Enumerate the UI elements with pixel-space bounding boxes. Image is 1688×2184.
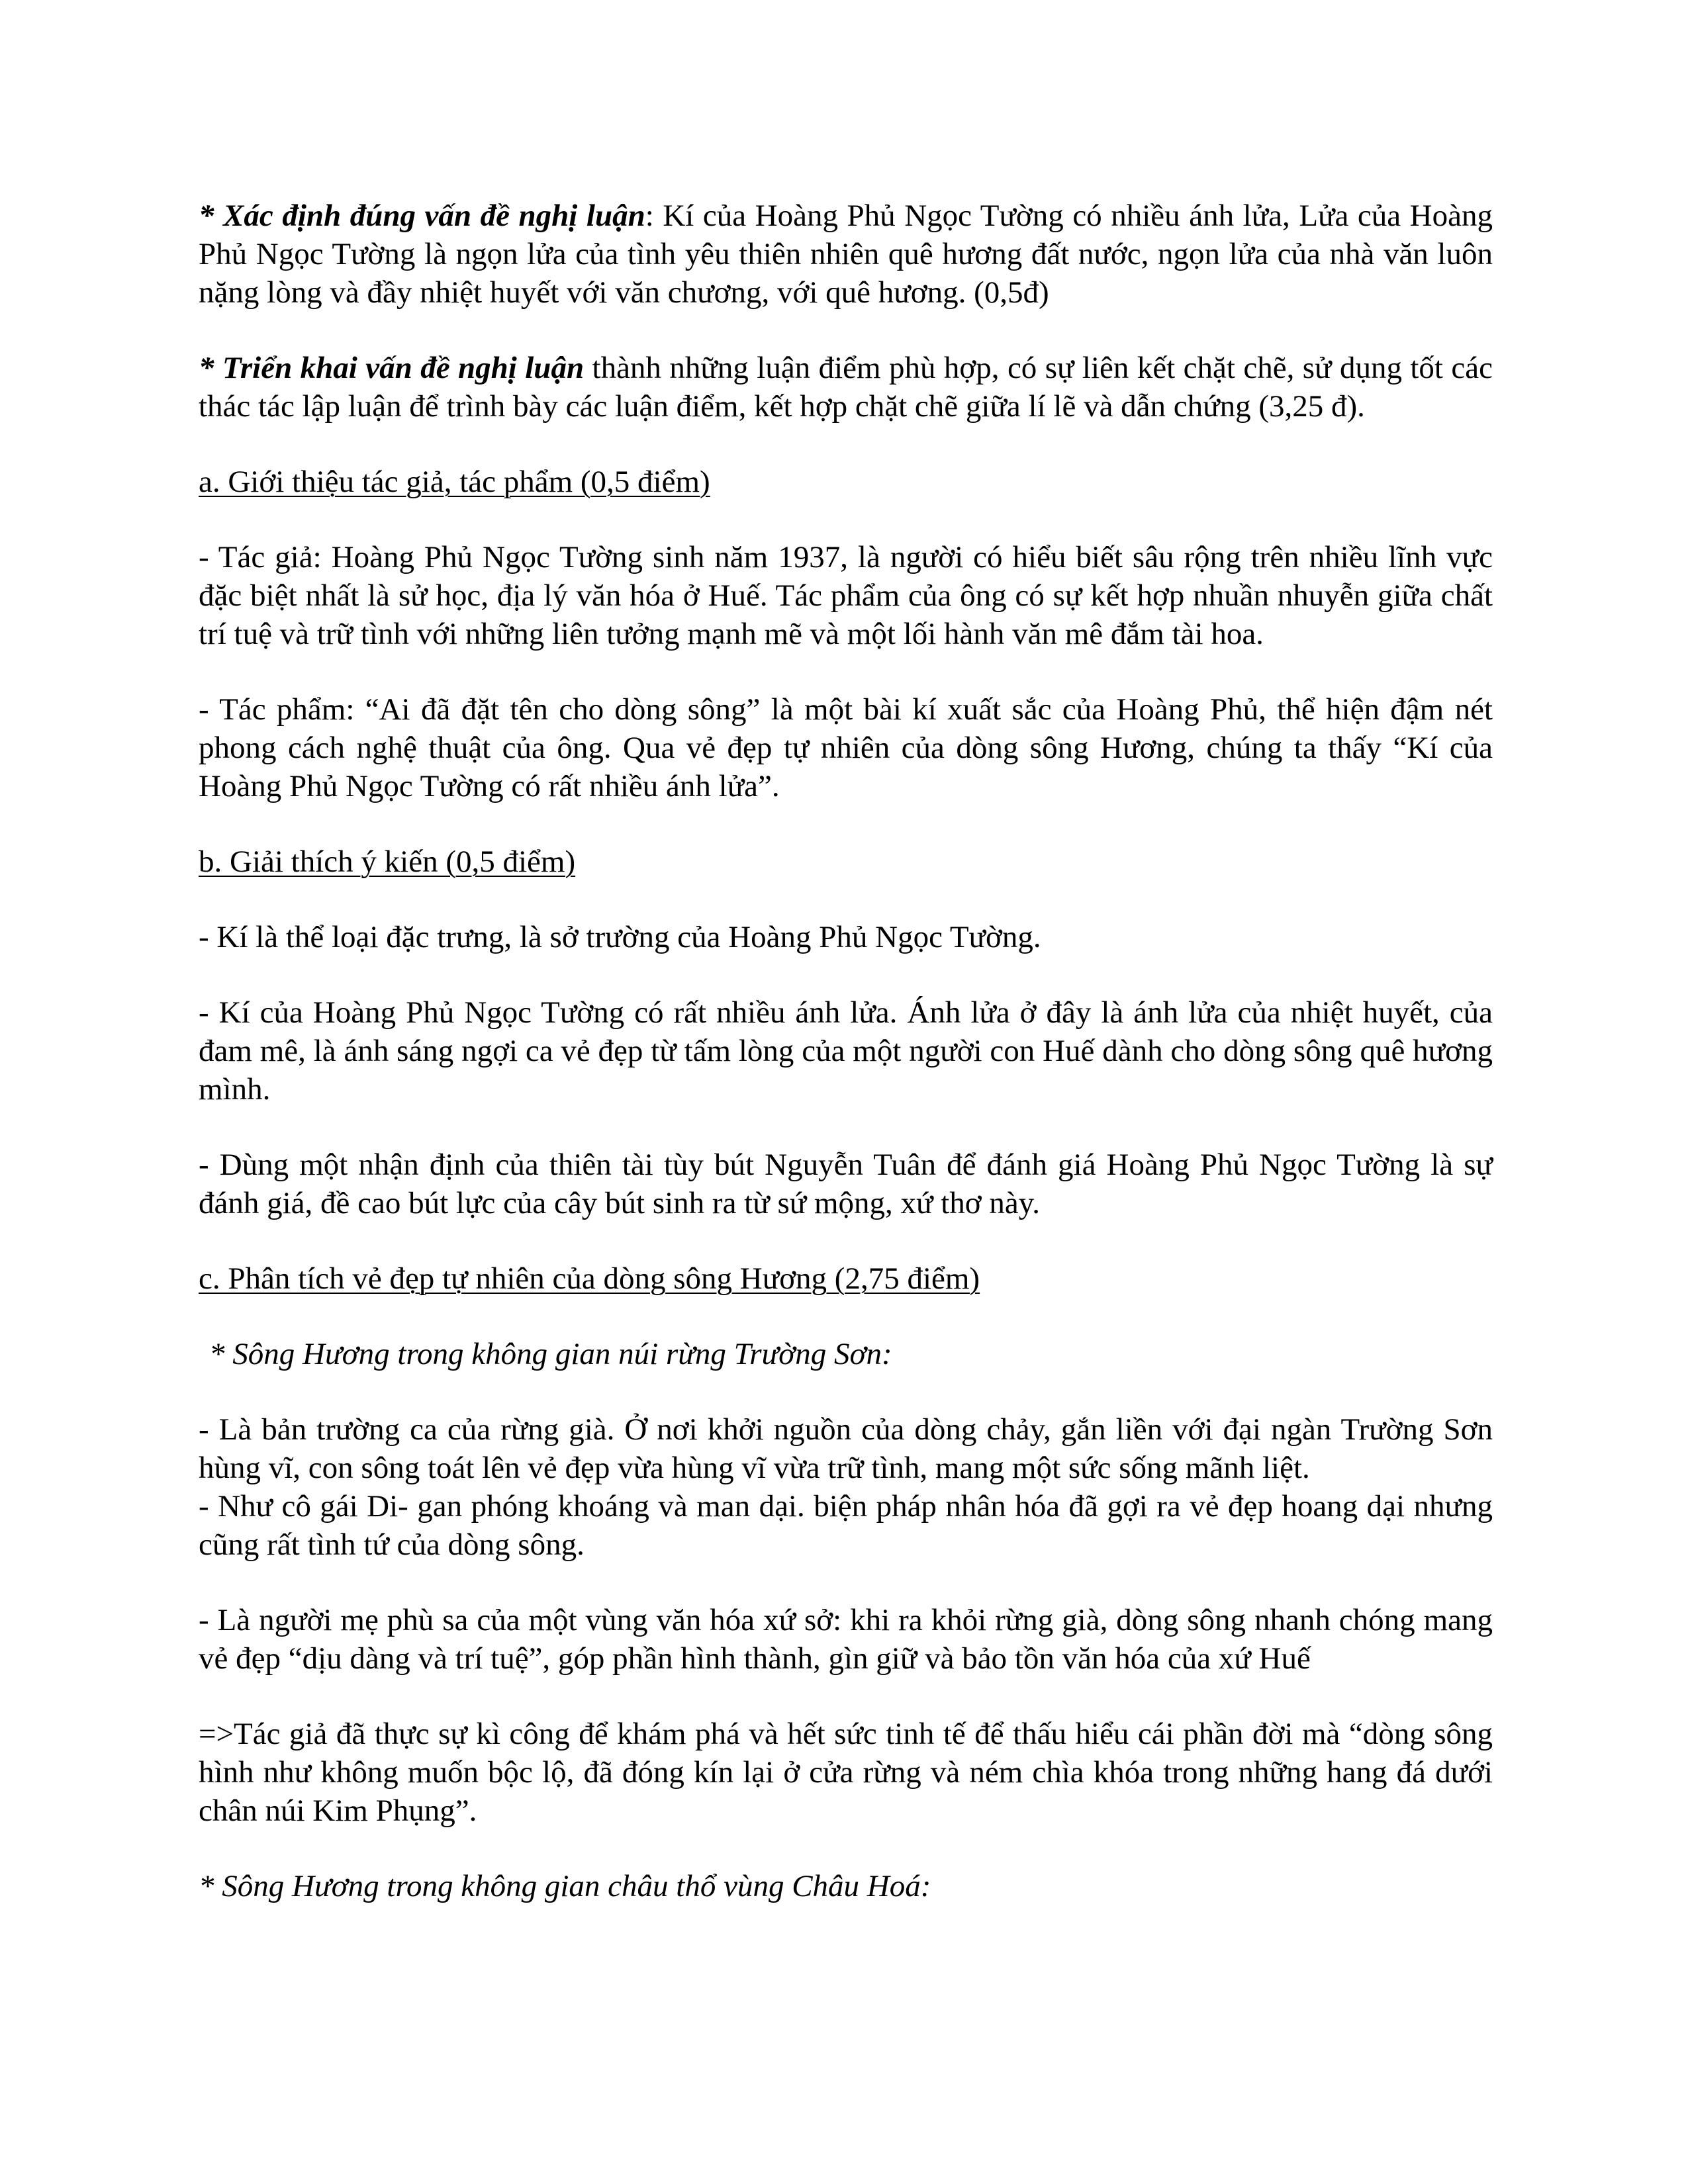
- section-a-heading: [199, 463, 1493, 501]
- intro-text-2: thành những luận điểm phù hợp, có sự liên kết chặt chẽ, sử dụng tốt các thác tác lập luận để trình bày các luận điểm, kết hợp chặt chẽ giữa lí lẽ và dẫn chứng (3,25 đ).: [199, 351, 1493, 424]
- section-c-heading-text: c. Phân tích vẻ đẹp tự nhiên của dòng sông Hương (2,75 điểm): [199, 1261, 980, 1296]
- section-c-heading: [199, 1259, 1493, 1298]
- section-a-heading-text: a. Giới thiệu tác giả, tác phẩm (0,5 điểm): [199, 465, 710, 499]
- section-c-sub1-line-1: - Là bản trường ca của rừng già. Ở nơi khởi nguồn của dòng chảy, gắn liền với đại ngàn Trường Sơn hùng vĩ, con sông toát lên vẻ đẹp vừa hùng vĩ vừa trữ tình, mang một sức sống mãnh liệt.: [199, 1412, 1493, 1485]
- section-b-heading: [199, 842, 1493, 881]
- section-b-paragraph-1: - Kí là thể loại đặc trưng, là sở trường của Hoàng Phủ Ngọc Tường.: [199, 920, 1041, 954]
- intro-text-1: : Kí của Hoàng Phủ Ngọc Tường có nhiều ánh lửa, Lửa của Hoàng Phủ Ngọc Tường là ngọn lửa của tình yêu thiên nhiên quê hương đất nước, ngọn lửa của nhà văn luôn nặng lòng và đầy nhiệt huyết với văn chương, với quê hương. (0,5đ): [199, 199, 1493, 310]
- section-c-sub1-title: * Sông Hương trong không gian núi rừng Trường Sơn:: [209, 1337, 892, 1371]
- intro-paragraph-1: [199, 197, 1493, 312]
- section-c-sub2-title: * Sông Hương trong không gian châu thổ vùng Châu Hoá:: [199, 1869, 931, 1903]
- section-b-heading-text: b. Giải thích ý kiến (0,5 điểm): [199, 844, 576, 879]
- section-c-sub1-paragraph: - Là người mẹ phù sa của một vùng văn hóa xứ sở: khi ra khỏi rừng già, dòng sông nhanh chóng mang vẻ đẹp “dịu dàng và trí tuệ”, góp phần hình thành, gìn giữ và bảo tồn văn hóa của xứ Huế: [199, 1603, 1493, 1676]
- section-b-paragraph-3: - Dùng một nhận định của thiên tài tùy bút Nguyễn Tuân để đánh giá Hoàng Phủ Ngọc Tường là sự đánh giá, đề cao bút lực của cây bút sinh ra từ sứ mộng, xứ thơ này.: [199, 1148, 1493, 1220]
- section-a-paragraph-2: - Tác phẩm: “Ai đã đặt tên cho dòng sông” là một bài kí xuất sắc của Hoàng Phủ, thể hiện đậm nét phong cách nghệ thuật của ông. Qua vẻ đẹp tự nhiên của dòng sông Hương, chúng ta thấy “Kí của Hoàng Phủ Ngọc Tường có rất nhiều ánh lửa”.: [199, 692, 1493, 803]
- section-c-conclusion: =>Tác giả đã thực sự kì công để khám phá và hết sức tinh tế để thấu hiểu cái phần đời mà “dòng sông hình như không muốn bộc lộ, đã đóng kín lại ở cửa rừng và ném chìa khóa trong những hang đá dưới chân núi Kim Phụng”.: [199, 1717, 1493, 1828]
- intro-paragraph-2: [199, 349, 1493, 426]
- section-a-paragraph-1: - Tác giả: Hoàng Phủ Ngọc Tường sinh năm 1937, là người có hiểu biết sâu rộng trên nhiều lĩnh vực đặc biệt nhất là sử học, địa lý văn hóa ở Huế. Tác phẩm của ông có sự kết hợp nhuần nhuyễn giữa chất trí tuệ và trữ tình với những liên tưởng mạnh mẽ và một lối hành văn mê đắm tài hoa.: [199, 540, 1493, 651]
- section-b-paragraph-2: - Kí của Hoàng Phủ Ngọc Tường có rất nhiều ánh lửa. Ánh lửa ở đây là ánh lửa của nhiệt huyết, của đam mê, là ánh sáng ngợi ca vẻ đẹp từ tấm lòng của một người con Huế dành cho dòng sông quê hương mình.: [199, 995, 1493, 1107]
- intro-lead-2: * Triển khai vấn đề nghị luận: [199, 351, 585, 385]
- intro-lead-1: * Xác định đúng vấn đề nghị luận: [199, 199, 645, 233]
- section-c-sub1-line-2: - Như cô gái Di- gan phóng khoáng và man dại. biện pháp nhân hóa đã gợi ra vẻ đẹp hoang dại nhưng cũng rất tình tứ của dòng sông.: [199, 1489, 1493, 1562]
- document-page: [199, 197, 1493, 1942]
